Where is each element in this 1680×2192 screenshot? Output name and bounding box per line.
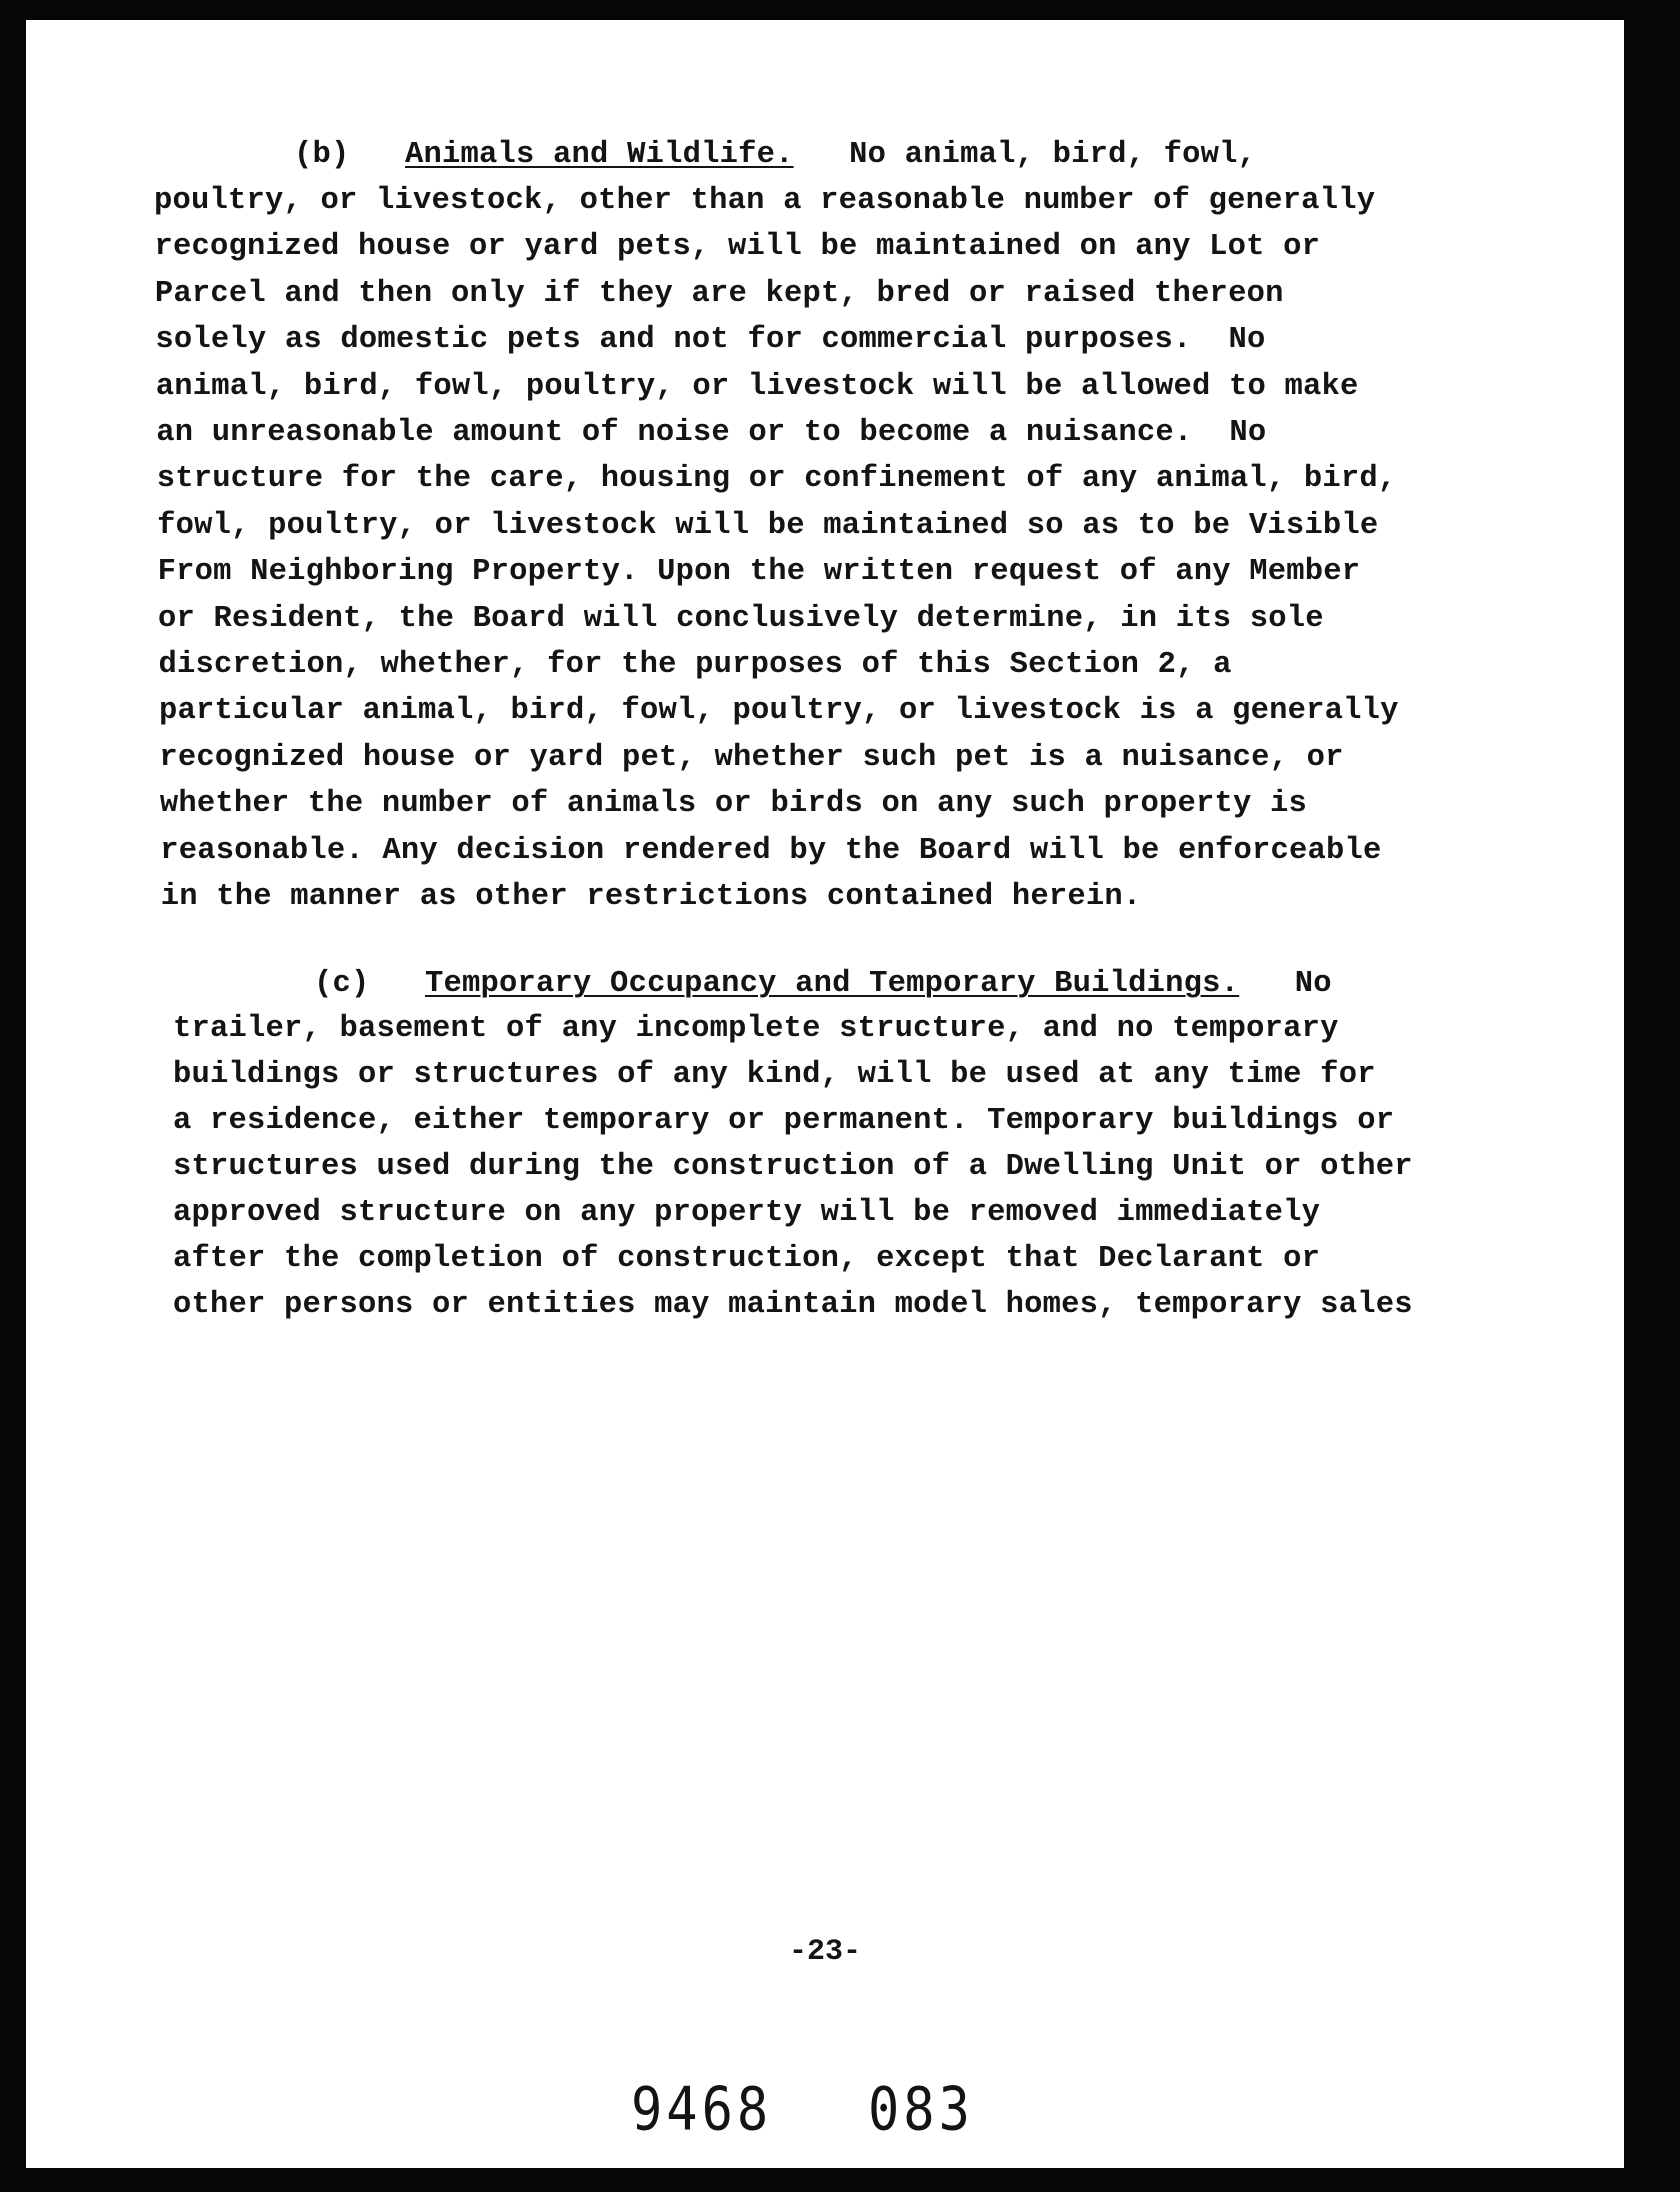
page-number: -23- — [788, 1935, 861, 1969]
section-b-first-line-text: No animal, bird, fowl, — [849, 138, 1257, 172]
section-b-line: recognized house or yard pet, whether such pet is a nuisance, or — [159, 740, 1344, 775]
section-b-line: or Resident, the Board will conclusively determine, in its sole — [158, 601, 1324, 636]
section-b-line: reasonable. Any decision rendered by the Board will be enforceable — [160, 833, 1382, 868]
section-c-first-line-text: No — [1294, 967, 1332, 1001]
section-b-line: in the manner as other restrictions contained herein. — [160, 880, 1142, 914]
section-b-line: animal, bird, fowl, poultry, or livestock will be allowed to make — [155, 369, 1359, 404]
section-c-line: structures used during the construction of a Dwelling Unit or other — [173, 1150, 1413, 1184]
section-c-heading: Temporary Occupancy and Temporary Buildings. — [425, 967, 1240, 1001]
section-c-first-line — [314, 967, 1332, 1001]
section-c-line: buildings or structures of any kind, will be used at any time for — [173, 1058, 1376, 1092]
section-c-line: after the completion of construction, except that Declarant or — [173, 1242, 1321, 1276]
section-b-marker: (b) — [294, 138, 350, 172]
section-b-line: From Neighboring Property. Upon the written request of any Member — [157, 555, 1361, 590]
section-b-line: poultry, or livestock, other than a reasonable number of generally — [154, 184, 1376, 218]
section-b-first-line — [294, 138, 1256, 172]
section-b-line: structure for the care, housing or confinement of any animal, bird, — [156, 462, 1397, 497]
section-b-line: recognized house or yard pets, will be maintained on any Lot or — [154, 230, 1321, 265]
section-c-line: a residence, either temporary or permanent. Temporary buildings or — [173, 1104, 1395, 1138]
section-c-line: other persons or entities may maintain model homes, temporary sales — [173, 1288, 1413, 1322]
section-b-heading: Animals and Wildlife. — [405, 138, 794, 172]
section-c-line: approved structure on any property will be removed immediately — [173, 1196, 1321, 1230]
stamp-number-left: 9468 — [631, 2075, 773, 2145]
section-b-line: an unreasonable amount of noise or to become a nuisance. No — [156, 416, 1267, 450]
section-b-line: discretion, whether, for the purposes of this Section 2, a — [158, 648, 1232, 682]
document-page — [26, 20, 1624, 2168]
section-b-line: solely as domestic pets and not for commercial purposes. No — [155, 323, 1266, 358]
section-b-line: Parcel and then only if they are kept, bred or raised thereon — [154, 276, 1284, 311]
section-c-line: trailer, basement of any incomplete structure, and no temporary — [173, 1012, 1339, 1046]
section-c-marker: (c) — [314, 967, 370, 1001]
section-b-line: particular animal, bird, fowl, poultry, or livestock is a generally — [158, 694, 1399, 729]
stamp-number-right: 083 — [868, 2075, 974, 2145]
section-b-line: whether the number of animals or birds on any such property is — [159, 787, 1308, 822]
section-b-line: fowl, poultry, or livestock will be maintained so as to be Visible — [157, 508, 1379, 543]
